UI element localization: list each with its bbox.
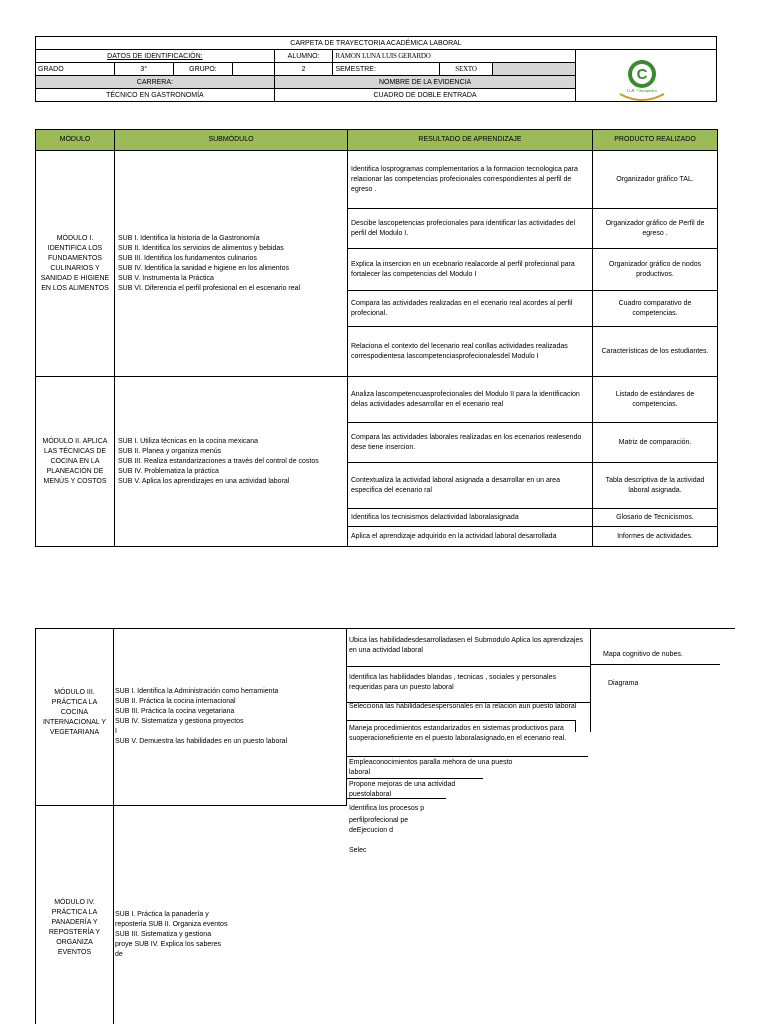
evidencia-label: NOMBRE DE LA EVIDENCIA: [274, 76, 576, 89]
module-4-title: MÓDULO IV. PRÁCTICA LA PANADERÍA Y REPOSTERÍA Y ORGANIZA EVENTOS: [48, 899, 101, 956]
result-cell: Identifica losprogramas complementarios a la formacion tecnologica para relacionar las competencias profecionales correspondientes al perfil de egreso .: [348, 151, 593, 209]
submodule-item: SUB I. Práctica la panadería y: [115, 911, 209, 918]
col-header-submodulo: SUBMÓDULO: [115, 130, 348, 151]
submodule-item: SUB V. Instrumenta la Práctica: [118, 274, 214, 282]
submodule-item: SUB III. Identifica los fundamentos culinarios: [118, 254, 257, 262]
result-cell: Aplica el aprendizaje adquirido en la actividad laboral desarrollada: [348, 527, 593, 547]
product-cell: Organizador gráfico de nodos productivos.: [593, 249, 718, 291]
module-1-submodules: [115, 151, 348, 377]
semestre-value: SEXTO: [439, 63, 493, 76]
product-cell: Informes de actividades.: [593, 527, 718, 547]
submodule-item: I: [115, 728, 117, 735]
module-2-title: MÓDULO II. APLICA LAS TÉCNICAS DE COCINA EN LA PLANEACIÓN DE MENÚS Y COSTOS: [36, 377, 115, 547]
submodule-item: SUB III. Realiza estandarizaciones a través del control de costos: [118, 457, 319, 465]
product-cell: Organizador gráfico TAL.: [593, 151, 718, 209]
submodule-item: SUB III. Práctica la cocina vegetariana: [115, 708, 235, 715]
result-cell: Explica la insercion en un ecebnario realacorde al perfil profecional para fortalecer las competencias del Modulo I: [348, 249, 593, 291]
result-cell: Relaciona el contexto del lecenario real conllas actividades realizadas correspodientesa lascompetenciasprofecionalesdel Modulo I: [348, 327, 593, 377]
result-cell: Empleaconocimientos paralla mehora de una puesto laboral: [349, 759, 513, 776]
submodule-item: SUB I. Identifica la Administración como herramienta: [115, 688, 279, 695]
result-cell: Ubica las habilidadesdesarrolladasen el Submodulo Aplica los aprendizajes en una actividad laboral: [349, 637, 583, 654]
alumno-value: RAMON LUNA LUIS GERARDO: [333, 50, 576, 63]
grado-value: 3°: [114, 63, 173, 76]
datos-label: DATOS DE IDENTIFICACIÓN:: [36, 50, 275, 63]
carrera-value: TÉCNICO EN GASTRONOMÍA: [36, 89, 275, 102]
product-cell: Cuadro comparativo de competencias.: [593, 291, 718, 327]
product-cell: Organizador gráfico de Perfil de egreso .: [593, 209, 718, 249]
module-4-submodules: [115, 910, 345, 960]
carrera-label: CARRERA:: [36, 76, 275, 89]
result-cell: deEjecucion d: [349, 827, 393, 834]
school-logo: [614, 54, 670, 106]
competency-table: [35, 129, 718, 547]
module-3-submodules: [115, 687, 345, 747]
result-cell: Contextualiza la actividad laboral asignada a desarrollar en un area especifica del ecenario ral: [348, 463, 593, 509]
submodule-item: SUB VI. Diferencia el perfil profesional en el escenario real: [118, 284, 301, 292]
grupo-label: GRUPO:: [173, 63, 233, 76]
grupo-value: 2: [274, 63, 333, 76]
evidencia-value: CUADRO DE DOBLE ENTRADA: [274, 89, 576, 102]
submodule-item: SUB V. Aplica los aprendizajes en una actividad laboral: [118, 477, 290, 485]
result-cell: Selecciona las habilidadesespersonales en la relacion aun puesto laboral: [349, 703, 577, 710]
submodule-item: SUB III. Sistematiza y gestiona: [115, 931, 212, 938]
col-header-producto: PRODUCTO REALIZADO: [593, 130, 718, 151]
logo-text: G.B. • Sampedro: [626, 88, 658, 93]
submodule-item: repostería SUB II. Organiza eventos: [115, 921, 228, 928]
document-title: CARPETA DE TRAYECTORIA ACADÉMICA LABORAL: [36, 37, 717, 50]
submodule-item: SUB II. Práctica la cocina internacional: [115, 698, 236, 705]
product-cell: Listado de estándares de competencias.: [593, 377, 718, 423]
product-cell: Tabla descriptiva de la actividad laboral asignada.: [593, 463, 718, 509]
result-cell: Compara las actividades laborales realizadas en los ecenarios realesendo dese tiene insercion.: [348, 423, 593, 463]
result-cell: Compara las actividades realizadas en el ecenario real acordes al perfil profecional.: [348, 291, 593, 327]
alumno-label: ALUMNO:: [274, 50, 333, 63]
submodule-item: de: [115, 951, 123, 958]
result-cell: perfilprofecional pe: [349, 817, 409, 824]
result-cell: Identifica los procesos p: [349, 805, 425, 812]
product-cell: Matriz de comparación.: [593, 423, 718, 463]
submodule-item: SUB IV. Sistematiza y gestiona proyectos: [115, 718, 244, 725]
result-cell: Identifica las habilidades blandas , tecnicas , sociales y personales requeridas para un puesto laboral: [349, 674, 557, 691]
result-cell: Identifica los tecnisismos delactividad laboralasignada: [348, 509, 593, 527]
col-header-resultado: RESULTADO DE APRENDIZAJE: [348, 130, 593, 151]
submodule-item: SUB IV. Problematiza la práctica: [118, 467, 219, 475]
semestre-label: SEMESTRE:: [333, 63, 439, 76]
product-cell: Diagrama: [608, 680, 639, 687]
product-cell: Características de los estudiantes.: [593, 327, 718, 377]
submodule-item: SUB I. Identifica la historia de la Gastronomía: [118, 234, 260, 242]
product-cell: Mapa cognitivo de nubes.: [603, 651, 683, 658]
submodule-item: SUB II. Planea y organiza menús: [118, 447, 222, 455]
submodule-item: SUB V. Demuestra las habilidades en un puesto laboral: [115, 738, 288, 745]
module-2-submodules: [115, 377, 348, 547]
grado-label: GRADO: [36, 63, 115, 76]
submodule-item: proye SUB IV. Explica los saberes: [115, 941, 221, 948]
module-3-title: MÓDULO III. PRÁCTICA LA COCINA INTERNACIONAL Y VEGETARIANA: [42, 689, 106, 736]
result-cell: Selec: [349, 847, 367, 854]
result-cell: Maneja procedimientos estandarizados en sistemas productivos para suoperacioneficiente en el puesto laboralasignado,en el ecenario real.: [349, 725, 567, 742]
result-cell: Descibe lascopetencias profecionales para identificar las actividades del perfil del Modulo I.: [348, 209, 593, 249]
submodule-item: SUB II. Identifica los servicios de alimentos y bebidas: [118, 244, 284, 252]
result-cell: Analiza lascompetencuasprofecionales del Modulo II para la identificacion delas actividades adesarrollar en el ecenario real: [348, 377, 593, 423]
shaded-cell: [493, 63, 576, 76]
submodule-item: SUB I. Utiliza técnicas en la cocina mexicana: [118, 437, 259, 445]
product-cell: Glosario de Tecnicismos.: [593, 509, 718, 527]
logo-letter: C: [636, 66, 648, 83]
module-1-title: MÓDULO I. IDENTIFICA LOS FUNDAMENTOS CULINARIOS Y SANIDAD E HIGIENE EN LOS ALIMENTOS: [36, 151, 115, 377]
second-page-fragment: [35, 628, 735, 1024]
result-cell: Propone mejoras de una actividad puestolaboral: [349, 781, 456, 798]
col-header-modulo: MÓDULO: [36, 130, 115, 151]
submodule-item: SUB IV. Identifica la sanidad e higiene en los alimentos: [118, 264, 289, 272]
